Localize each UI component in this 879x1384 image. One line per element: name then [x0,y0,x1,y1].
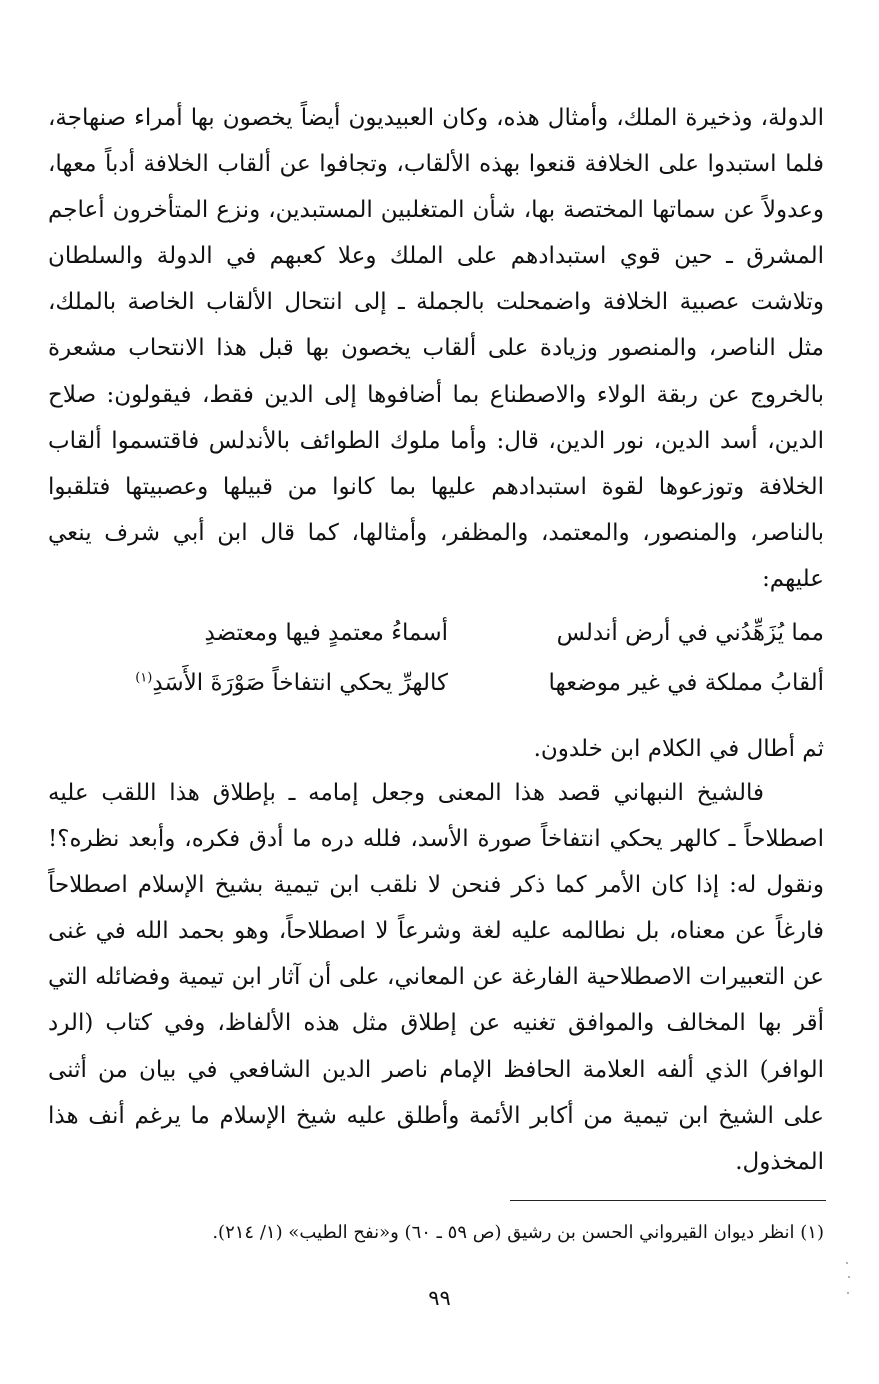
scan-speck [846,1262,848,1264]
closing-line: ثم أطال في الكلام ابن خلدون. [533,736,824,762]
scan-speck [847,1292,849,1294]
footnote: (١) انظر ديوان القيرواني الحسن بن رشيق (ص ٥٩ ـ ٦٠) و«نفح الطيب» (١/ ٢١٤). [212,1222,824,1243]
poem-line-1-second-hemistich: أسماءُ معتمدٍ فيها ومعتضدِ [204,620,448,646]
page-number: ٩٩ [428,1286,451,1310]
poem-line-1 [48,610,824,656]
footnote-marker: (١) [135,670,153,686]
poem-line-2-second-hemistich-wrap [48,660,448,706]
scan-speck [848,1276,850,1278]
body-paragraph-2: فالشيخ النبهاني قصد هذا المعنى وجعل إمامه ـ بإطلاق هذا اللقب عليه اصطلاحاً ـ كالهر يحكي انتفاخاً صورة الأسد، فلله دره ما أدق فكره، وأبعد نظره؟! ونقول له: إذا كان الأمر كما ذكر فنحن لا نلقب ابن تيمية بشيخ الإسلام اصطلاحاً فارغاً عن معناه، بل نطالمه عليه لغة وشرعاً لا اصطلاحاً، وهو بحمد الله في غنى عن التعبيرات الاصطلاحية الفارغة عن المعاني، على أن آثار ابن تيمية وفضائله التي أقر بها المخالف والموافق تغنيه عن إطلاق مثل هذه الألفاظ، وفي كتاب (الرد الوافر) الذي ألفه العلامة الحافظ الإمام ناصر الدين الشافعي في بيان من أثنى على الشيخ ابن تيمية من أكابر الأئمة وأطلق عليه شيخ الإسلام ما يرغم أنف هذا المخذول. [48,780,824,1175]
footnote-separator [510,1200,826,1201]
body-paragraph-1: الدولة، وذخيرة الملك، وأمثال هذه، وكان العبيديون أيضاً يخصون بها أمراء صنهاجة، فلما استبدوا على الخلافة قنعوا بهذه الألقاب، وتجافوا عن ألقاب الخلافة أدباً معها، وعدولاً عن سماتها المختصة بها، شأن المتغلبين المستبدين، ونزع المتأخرون أعاجم المشرق ـ حين قوي استبدادهم على الملك وعلا كعبهم في الدولة والسلطان وتلاشت عصبية الخلافة واضمحلت بالجملة ـ إلى انتحال الألقاب الخاصة بالملك، مثل الناصر، والمنصور وزيادة على ألقاب يخصون بها قبل هذا الانتحاب مشعرة بالخروج عن ربقة الولاء والاصطناع بما أضافوها إلى الدين فقط، فيقولون: صلاح الدين، أسد الدين، نور الدين، قال: وأما ملوك الطوائف بالأندلس فاقتسموا ألقاب الخلافة وتوزعوها لقوة استبدادهم عليها بما كانوا من قبيلها وعصبيتها فتلقبوا بالناصر، والمنصور، والمعتمد، والمظفر، وأمثالها، كما قال ابن أبي شرف ينعي عليهم: [48,105,824,592]
poem-line-2-second-hemistich: كالهرِّ يحكي انتفاخاً صَوْرَةَ الأَسَدِ [152,670,448,696]
poem-line-1-first-hemistich: مما يُزَهِّدُني في أرض أندلس [556,620,824,646]
poem-line-2 [48,660,824,706]
poem-line-2-first-hemistich: ألقابُ مملكة في غير موضعها [548,670,824,696]
